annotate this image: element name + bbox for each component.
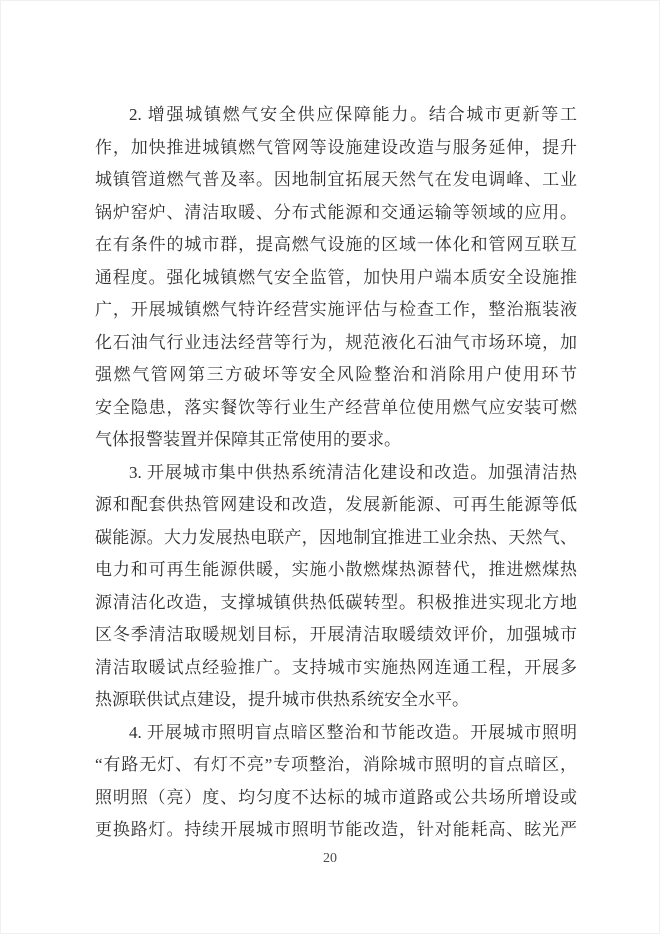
text-line: 化石油气行业违法经营等行为，规范液化石油气市场环境，加 <box>95 332 577 352</box>
text-line: 照明照（亮）度、均匀度不达标的城市道路或公共场所增设或 <box>95 787 577 807</box>
text-line: 4. 开展城市照明盲点暗区整治和节能改造。开展城市照明 <box>129 722 577 742</box>
text-line: “有路无灯、有灯不亮”专项整治，消除城市照明的盲点暗区， <box>95 755 577 774</box>
page-number: 20 <box>323 851 337 866</box>
text-line: 2. 增强城镇燃气安全供应保障能力。结合城市更新等工 <box>129 105 577 124</box>
text-line: 锅炉窑炉、清洁取暖、分布式能源和交通运输等领域的应用。 <box>95 202 577 222</box>
text-line: 在有条件的城市群，提高燃气设施的区域一体化和管网互联互 <box>95 235 577 254</box>
text-line: 更换路灯。持续开展城市照明节能改造，针对能耗高、眩光严 <box>95 820 577 839</box>
text-line: 清洁取暖试点经验推广。支持城市实施热网连通工程，开展多 <box>95 657 577 677</box>
text-line: 碳能源。大力发展热电联产，因地制宜推进工业余热、天然气、 <box>95 527 577 547</box>
text-line: 热源联供试点建设，提升城市供热系统安全水平。 <box>95 690 469 709</box>
text-line: 区冬季清洁取暖规划目标，开展清洁取暖绩效评价，加强城市 <box>95 625 577 644</box>
text-line: 强燃气管网第三方破坏等安全风险整治和消除用户使用环节 <box>95 365 577 384</box>
document-body <box>95 99 577 847</box>
text-line: 电力和可再生能源供暖，实施小散燃煤热源替代，推进燃煤热 <box>95 560 577 579</box>
text-line: 安全隐患，落实餐饮等行业生产经营单位使用燃气应安装可燃 <box>95 397 577 417</box>
text-line: 作，加快推进城镇燃气管网等设施建设改造与服务延伸，提升 <box>95 137 577 157</box>
text-line: 源清洁化改造，支撑城镇供热低碳转型。积极推进实现北方地 <box>95 592 577 612</box>
text-line: 3. 开展城市集中供热系统清洁化建设和改造。加强清洁热 <box>129 462 577 482</box>
text-line: 城镇管道燃气普及率。因地制宜拓展天然气在发电调峰、工业 <box>95 170 577 189</box>
text-line: 通程度。强化城镇燃气安全监管，加快用户端本质安全设施推 <box>95 267 577 287</box>
text-line: 气体报警装置并保障其正常使用的要求。 <box>95 430 401 449</box>
text-line: 源和配套供热管网建设和改造，发展新能源、可再生能源等低 <box>95 495 577 514</box>
text-line: 广，开展城镇燃气特许经营实施评估与检查工作，整治瓶装液 <box>95 300 577 319</box>
